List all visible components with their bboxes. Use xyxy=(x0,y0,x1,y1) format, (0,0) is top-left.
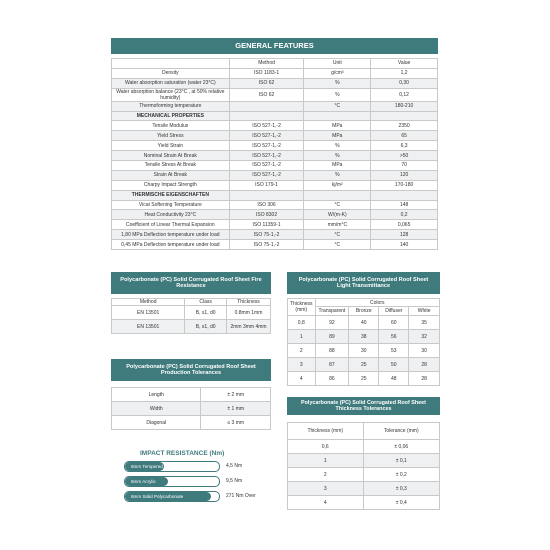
fire-cell: EN 13501 xyxy=(112,306,185,320)
light-cell: 53 xyxy=(379,344,409,358)
unit-cell: °C xyxy=(304,101,371,111)
impact-bar-fill: 6mm Solid Polycarbonate xyxy=(125,492,211,501)
empty-cell xyxy=(304,190,371,200)
method-cell: ISO 62 xyxy=(229,88,304,101)
fire-cell: 0.8mm 1mm xyxy=(227,306,271,320)
param-cell: Water absorption balance (23°C , at 50% relative humidity) xyxy=(112,88,230,101)
light-cell: 92 xyxy=(315,316,349,330)
header-value: Value xyxy=(371,59,438,69)
method-cell: ISO 179-1 xyxy=(229,180,304,190)
impact-bar-fill: 6mm Acrylic xyxy=(125,477,168,486)
table-row xyxy=(288,454,440,468)
light-cell: 4 xyxy=(288,372,316,386)
unit-cell: °C xyxy=(304,230,371,240)
light-cell: 30 xyxy=(409,344,440,358)
method-cell: ISO 527-1,-2 xyxy=(229,131,304,141)
section-row xyxy=(112,111,438,121)
light-cell: 56 xyxy=(379,330,409,344)
param-cell: Coefficient of Linear Thermal Expansion xyxy=(112,220,230,230)
empty-cell xyxy=(371,111,438,121)
header-unit: Unit xyxy=(304,59,371,69)
unit-cell: MPa xyxy=(304,131,371,141)
unit-cell: °C xyxy=(304,200,371,210)
table-row xyxy=(112,68,438,78)
table-row xyxy=(112,101,438,111)
light-cell: 38 xyxy=(349,330,379,344)
table-row xyxy=(112,161,438,171)
production-tolerances-title: Polycarbonate (PC) Solid Corrugated Roof Sheet Production Tolerances xyxy=(111,359,271,381)
table-row xyxy=(112,141,438,151)
fire-cell: B, s1, d0 xyxy=(185,320,227,334)
param-cell: Yield Strain xyxy=(112,141,230,151)
table-row xyxy=(112,320,271,334)
impact-bar xyxy=(124,491,220,502)
unit-cell: MPa xyxy=(304,161,371,171)
tolerance-cell: 2 xyxy=(288,468,364,482)
value-cell: 120 xyxy=(371,170,438,180)
table-row xyxy=(288,440,440,454)
param-cell: Thermoforming temperature xyxy=(112,101,230,111)
thickness-tolerances-title: Polycarbonate (PC) Solid Corrugated Roof Sheet Thickness Tolerances xyxy=(287,397,440,415)
param-cell: 0,45 MPa Deflection temperature under load xyxy=(112,240,230,250)
light-cell: 50 xyxy=(379,358,409,372)
table-row xyxy=(112,131,438,141)
light-header-bronze: Bronze xyxy=(349,307,379,316)
value-cell: 0,2 xyxy=(371,210,438,220)
table-row xyxy=(112,402,271,416)
light-header-diffuser: Diffuser xyxy=(379,307,409,316)
header-method: Method xyxy=(229,59,304,69)
table-row xyxy=(288,330,440,344)
value-cell: 6,3 xyxy=(371,141,438,151)
table-row xyxy=(112,388,271,402)
unit-cell: % xyxy=(304,151,371,161)
impact-bar-fill: 6mm Tempered Glass xyxy=(125,462,164,471)
empty-cell xyxy=(304,111,371,121)
tol-header-tolerance: Tolerance (mm) xyxy=(363,423,440,440)
unit-cell: MPa xyxy=(304,121,371,131)
method-cell: ISO 527-1,-2 xyxy=(229,170,304,180)
method-cell: ISO 11359-1 xyxy=(229,220,304,230)
table-row xyxy=(288,468,440,482)
fire-header-class: Class xyxy=(185,299,227,306)
param-cell: Vicat Softening Temperature xyxy=(112,200,230,210)
light-header-colors: Colors xyxy=(315,299,439,307)
table-row xyxy=(112,416,271,430)
tolerance-cell: ± 0,06 xyxy=(363,440,440,454)
table-row xyxy=(112,170,438,180)
light-cell: 89 xyxy=(315,330,349,344)
light-header-thickness: Thickness (mm) xyxy=(288,299,316,316)
table-row xyxy=(288,372,440,386)
method-cell: ISO 527-1,-2 xyxy=(229,151,304,161)
method-cell xyxy=(229,101,304,111)
production-cell: Diagonal xyxy=(112,416,201,430)
value-cell: >50 xyxy=(371,151,438,161)
production-tolerances-table xyxy=(111,387,271,430)
impact-bar xyxy=(124,461,220,472)
table-row xyxy=(288,344,440,358)
unit-cell: kj/m² xyxy=(304,180,371,190)
value-cell: 0,30 xyxy=(371,78,438,88)
fire-resistance-title: Polycarbonate (PC) Solid Corrugated Roof Sheet Fire Resistance xyxy=(111,272,271,294)
param-cell: 1,80 MPa Deflection temperature under load xyxy=(112,230,230,240)
param-cell: Heat Conductivity 23°C xyxy=(112,210,230,220)
method-cell: ISO 75-1,-2 xyxy=(229,230,304,240)
general-features-header-row xyxy=(112,59,438,69)
value-cell: 70 xyxy=(371,161,438,171)
table-row xyxy=(112,121,438,131)
table-row xyxy=(112,210,438,220)
light-cell: 3 xyxy=(288,358,316,372)
production-cell: Width xyxy=(112,402,201,416)
value-cell: 1,2 xyxy=(371,68,438,78)
table-row xyxy=(288,358,440,372)
tolerance-cell: 4 xyxy=(288,496,364,510)
method-cell: ISO 62 xyxy=(229,78,304,88)
value-cell: 180-210 xyxy=(371,101,438,111)
light-cell: 2 xyxy=(288,344,316,358)
light-cell: 88 xyxy=(315,344,349,358)
section-title: MECHANICAL PROPERTIES xyxy=(112,111,230,121)
production-cell: Length xyxy=(112,388,201,402)
param-cell: Strain At Break xyxy=(112,170,230,180)
fire-cell: 2mm 3mm 4mm xyxy=(227,320,271,334)
tolerance-cell: 3 xyxy=(288,482,364,496)
light-cell: 0,8 xyxy=(288,316,316,330)
light-cell: 1 xyxy=(288,330,316,344)
table-row xyxy=(288,482,440,496)
light-cell: 32 xyxy=(409,330,440,344)
unit-cell: % xyxy=(304,78,371,88)
fire-cell: B, s1, d0 xyxy=(185,306,227,320)
production-cell: ± 1 mm xyxy=(201,402,271,416)
param-cell: Tensile Modulus xyxy=(112,121,230,131)
light-cell: 25 xyxy=(349,372,379,386)
method-cell: ISO 306 xyxy=(229,200,304,210)
value-cell: 0,12 xyxy=(371,88,438,101)
table-row xyxy=(112,88,438,101)
light-cell: 87 xyxy=(315,358,349,372)
value-cell: 170-180 xyxy=(371,180,438,190)
light-cell: 28 xyxy=(409,358,440,372)
impact-bar-value: 271 Nm Over xyxy=(226,493,256,499)
method-cell: ISO 527-1,-2 xyxy=(229,141,304,151)
param-cell: Nominal Strain At Break xyxy=(112,151,230,161)
method-cell: ISO 8302 xyxy=(229,210,304,220)
section-title: THERMISCHE EIGENSCHAFTEN xyxy=(112,190,230,200)
fire-header-thickness: Thickness xyxy=(227,299,271,306)
light-cell: 60 xyxy=(379,316,409,330)
method-cell: ISO 1183-1 xyxy=(229,68,304,78)
value-cell: 0,065 xyxy=(371,220,438,230)
general-features-title: GENERAL FEATURES xyxy=(111,38,438,54)
tolerance-cell: ± 0,3 xyxy=(363,482,440,496)
fire-cell: EN 13501 xyxy=(112,320,185,334)
light-header-white: White xyxy=(409,307,440,316)
empty-cell xyxy=(229,111,304,121)
value-cell: 148 xyxy=(371,200,438,210)
unit-cell: mm/m°C xyxy=(304,220,371,230)
light-transmittance-table xyxy=(287,298,440,386)
light-cell: 28 xyxy=(409,372,440,386)
tolerance-cell: 1 xyxy=(288,454,364,468)
light-transmittance-title: Polycarbonate (PC) Solid Corrugated Roof Sheet Light Transmittance xyxy=(287,272,440,294)
table-row xyxy=(112,200,438,210)
value-cell: 140 xyxy=(371,240,438,250)
light-cell: 48 xyxy=(379,372,409,386)
table-row xyxy=(288,496,440,510)
light-cell: 30 xyxy=(349,344,379,358)
method-cell: ISO 527-1,-2 xyxy=(229,121,304,131)
impact-bar-value: 4,5 Nm xyxy=(226,463,243,469)
value-cell: 2350 xyxy=(371,121,438,131)
thickness-tolerances-table xyxy=(287,422,440,510)
unit-cell: g/cm³ xyxy=(304,68,371,78)
production-cell: ± 2 mm xyxy=(201,388,271,402)
table-row xyxy=(112,230,438,240)
tolerance-cell: ± 0,4 xyxy=(363,496,440,510)
tol-header-thickness: Thickness (mm) xyxy=(288,423,364,440)
light-header-transparent: Transparent xyxy=(315,307,349,316)
production-cell: ≤ 3 mm xyxy=(201,416,271,430)
param-cell: Water absorption saturation (water 23°C) xyxy=(112,78,230,88)
value-cell: 65 xyxy=(371,131,438,141)
general-features-table xyxy=(111,58,438,250)
empty-cell xyxy=(229,190,304,200)
header-parameter xyxy=(112,59,230,69)
light-cell: 40 xyxy=(349,316,379,330)
table-row xyxy=(112,306,271,320)
param-cell: Charpy Impact Strength xyxy=(112,180,230,190)
empty-cell xyxy=(371,190,438,200)
impact-bar-value: 9,5 Nm xyxy=(226,478,243,484)
impact-bar xyxy=(124,476,220,487)
table-row xyxy=(112,180,438,190)
tolerance-cell: 0,6 xyxy=(288,440,364,454)
table-row xyxy=(112,78,438,88)
light-cell: 35 xyxy=(409,316,440,330)
unit-cell: W/(m-K) xyxy=(304,210,371,220)
light-cell: 25 xyxy=(349,358,379,372)
table-row xyxy=(112,220,438,230)
param-cell: Density xyxy=(112,68,230,78)
unit-cell: % xyxy=(304,170,371,180)
table-row xyxy=(112,240,438,250)
value-cell: 128 xyxy=(371,230,438,240)
method-cell: ISO 527-1,-2 xyxy=(229,161,304,171)
unit-cell: °C xyxy=(304,240,371,250)
unit-cell: % xyxy=(304,141,371,151)
fire-resistance-table xyxy=(111,298,271,334)
param-cell: Yield Stress xyxy=(112,131,230,141)
unit-cell: % xyxy=(304,88,371,101)
tolerance-cell: ± 0,1 xyxy=(363,454,440,468)
table-row xyxy=(288,316,440,330)
param-cell: Tensile Stress At Break xyxy=(112,161,230,171)
method-cell: ISO 75-1,-2 xyxy=(229,240,304,250)
tolerance-cell: ± 0,2 xyxy=(363,468,440,482)
section-row xyxy=(112,190,438,200)
fire-header-method: Method xyxy=(112,299,185,306)
light-cell: 86 xyxy=(315,372,349,386)
impact-resistance-title: IMPACT RESISTANCE (Nm) xyxy=(140,450,225,457)
table-row xyxy=(112,151,438,161)
